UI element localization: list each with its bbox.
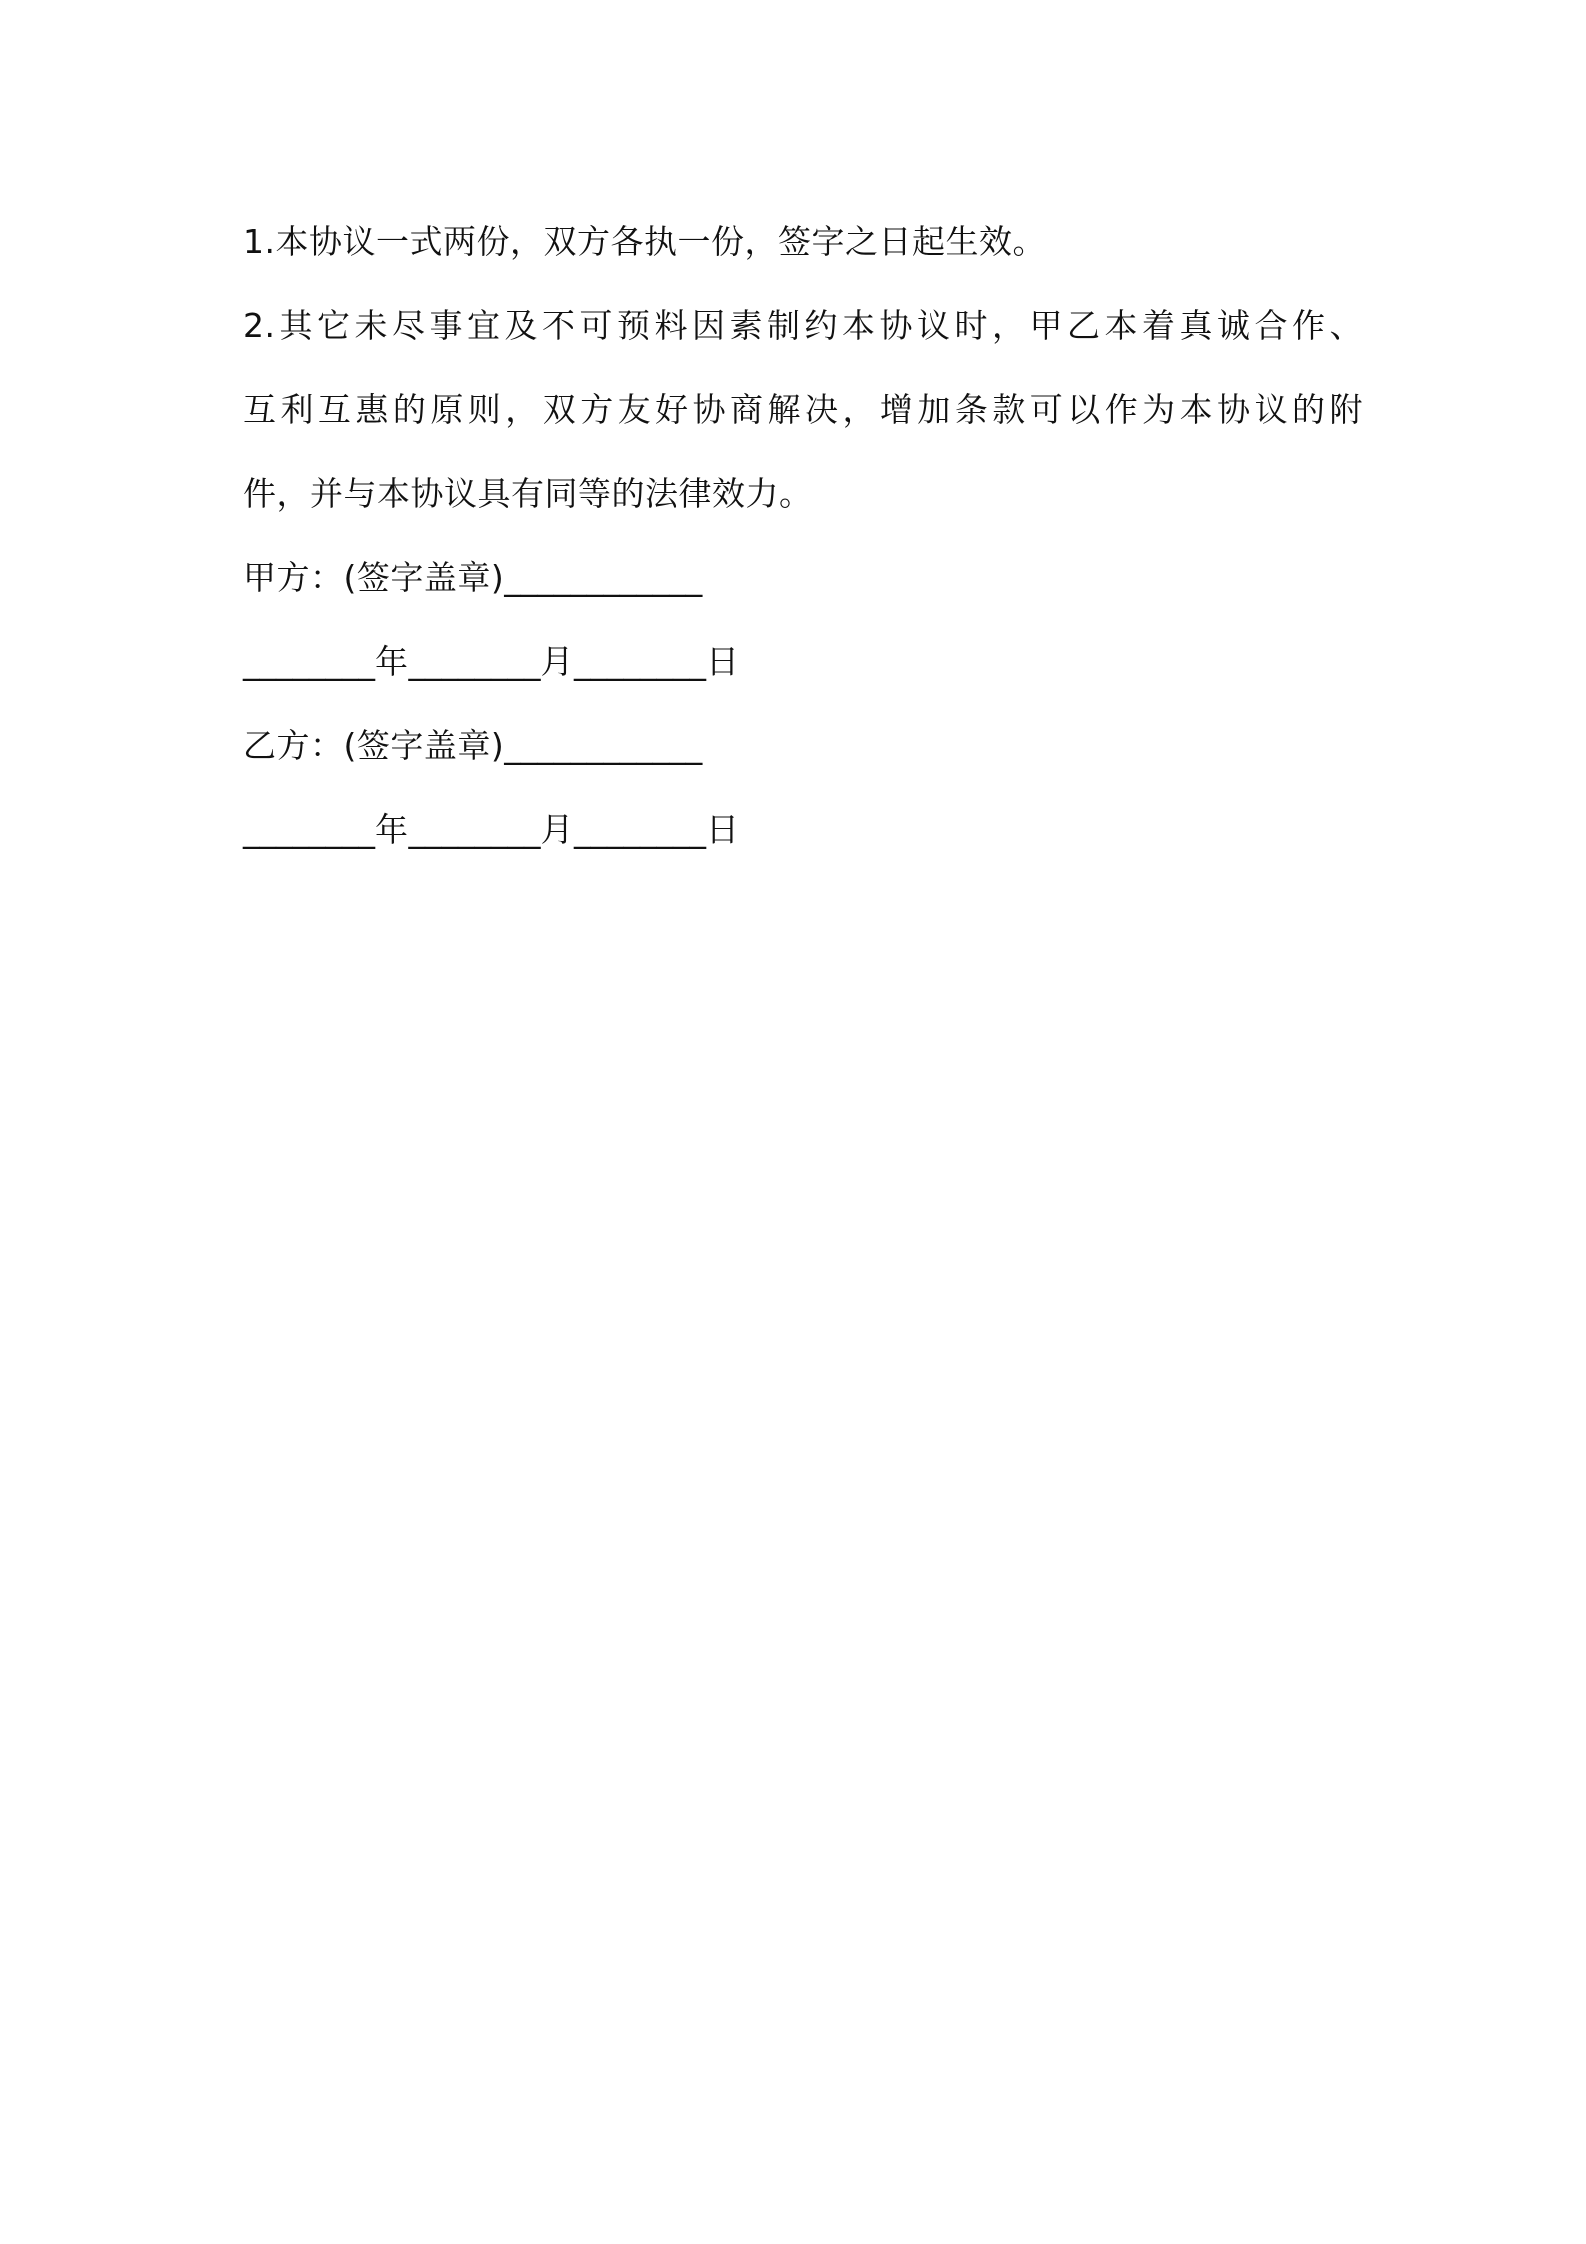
party-b-signature-line — [243, 704, 1363, 788]
party-b-month-label: 月 — [540, 810, 574, 849]
party-b-month-blank: ________ — [408, 810, 541, 849]
party-b-date-line — [243, 788, 1363, 872]
party-b-label: 乙方：(签字盖章) — [243, 726, 505, 765]
party-b-day-label: 日 — [706, 810, 740, 849]
party-a-day-label: 日 — [706, 642, 740, 681]
clause-2-line-3: 件，并与本协议具有同等的法律效力。 — [243, 474, 813, 513]
party-a-year-label: 年 — [375, 642, 409, 681]
party-a-day-blank: ________ — [574, 642, 706, 681]
party-a-signature-blank: ____________ — [504, 558, 703, 597]
party-a-date-line — [243, 620, 1363, 704]
party-a-month-label: 月 — [540, 642, 574, 681]
party-a-label: 甲方：(签字盖章) — [243, 558, 505, 597]
party-b-signature-blank: ____________ — [504, 726, 703, 765]
party-b-year-label: 年 — [375, 810, 409, 849]
party-a-year-blank: ________ — [243, 642, 375, 681]
party-a-signature-line — [243, 536, 1363, 620]
clause-2-line-1: 2.其它未尽事宜及不可预料因素制约本协议时，甲乙本着真诚合作、 — [243, 306, 1363, 345]
clause-1: 1.本协议一式两份，双方各执一份，签字之日起生效。 — [243, 222, 1046, 261]
party-a-month-blank: ________ — [408, 642, 541, 681]
document-body — [243, 200, 1363, 872]
party-b-day-blank: ________ — [574, 810, 706, 849]
clause-2-line-2: 互利互惠的原则，双方友好协商解决，增加条款可以作为本协议的附 — [243, 390, 1363, 429]
party-b-year-blank: ________ — [243, 810, 375, 849]
